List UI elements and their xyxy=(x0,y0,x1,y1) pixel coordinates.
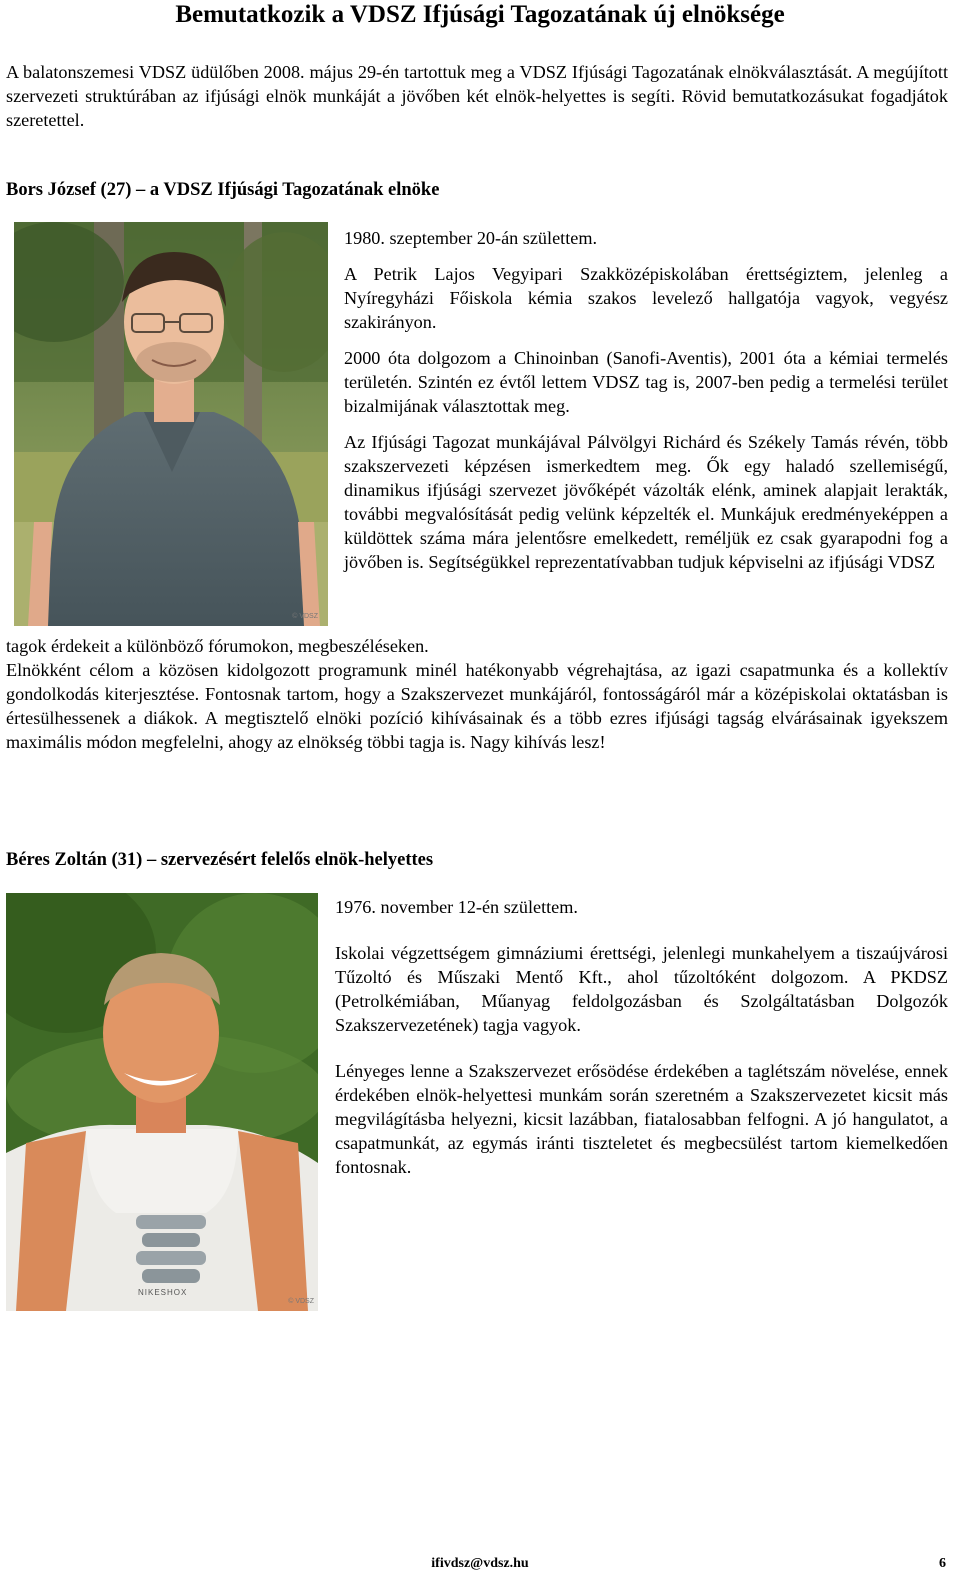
footer-email: ifivdsz@vdsz.hu xyxy=(431,1556,529,1571)
intro-paragraph: A balatonszemesi VDSZ üdülőben 2008. május 29-én tartottuk meg a VDSZ Ifjúsági Tagozatának elnökválasztását. A megújított szervezeti struktúrában az ifjúsági elnök munkáját a jövőben két elnök-helyettes is segíti. Rövid bemutatkozásukat fogadjátok szeretettel. xyxy=(6,62,948,130)
portrait-photo-beres xyxy=(6,893,318,1311)
beres-education: Iskolai végzettségem gimnáziumi érettségi, jelenlegi munkahelyem a tiszaújvárosi Tűzoltó és Műszaki Mentő Kft., ahol tűzoltóként dolgozom. A PKDSZ (Petrolkémiában, Műanyag feldolgozásban és Szolgáltatásban Dolgozók Szakszervezetének) tagja vagyok. xyxy=(335,943,948,1035)
shirt-logo-text: NIKESHOX xyxy=(138,1288,188,1297)
bors-youth-section-cont: tagok érdekeit a különböző fórumokon, megbeszéléseken. xyxy=(6,636,429,656)
bors-education: A Petrik Lajos Vegyipari Szakközépiskolában érettségiztem, jelenleg a Nyíregyházi Főiskola kémia szakos levelező hallgatója vagyok, vegyész szakirányon. xyxy=(344,264,948,332)
section1-heading: Bors József (27) – a VDSZ Ifjúsági Tagozatának elnöke xyxy=(6,180,440,200)
section2-text-column xyxy=(335,895,948,1179)
section2-heading: Béres Zoltán (31) – szervezésért felelős elnök-helyettes xyxy=(6,850,434,870)
section1-text-column xyxy=(344,226,948,574)
page-number: 6 xyxy=(939,1556,946,1571)
photo-credit: © VDSZ xyxy=(292,613,318,620)
bors-birth: 1980. szeptember 20-án születtem. xyxy=(344,228,598,248)
portrait-photo-bors xyxy=(14,222,328,626)
bors-goals: Elnökként célom a közösen kidolgozott programunk minél hatékonyabb végrehajtása, az igazi csapatmunka és a kollektív gondolkodás kiterjesztése. Fontosnak tartom, hogy a Szakszervezet munkájáról, fontosságáról már a középiskolai oktatásban is értesülhessenek a diákok. A megtisztelő elnöki pozíció kihívásainak és a több ezres ifjúsági tagság elvárásainak igyekszem maximális módon megfelelni, ahogy az elnökség többi tagja is. Nagy kihívás lesz! xyxy=(6,660,948,752)
beres-birth: 1976. november 12-én születtem. xyxy=(335,897,578,917)
bors-work: 2000 óta dolgozom a Chinoinban (Sanofi-Aventis), 2001 óta a kémiai termelés területén. Szintén ez évtől lettem VDSZ tag is, 2007-ben pedig a termelési terület bizalmijának választottak meg. xyxy=(344,348,948,416)
section1-full-width xyxy=(6,634,948,754)
photo-credit: © VDSZ xyxy=(288,1298,314,1305)
page-title: Bemutatkozik a VDSZ Ifjúsági Tagozatának új elnöksége xyxy=(175,1,785,28)
bors-youth-section: Az Ifjúsági Tagozat munkájával Pálvölgyi Richárd és Székely Tamás révén, több szakszervezeti képzésen ismerkedtem meg. Ők egy haladó szellemiségű, dinamikus ifjúsági szervezet jövőképét vázolták elénk, aminek alapjait lerakták, további megvalósítását pedig velünk képzelték el. Munkájuk eredményeképpen a küldöttek száma mára jelentősre emelkedett, reméljük ez csak gyarapodni fog a jövőben is. Segítségükkel reprezentatívabban tudjuk képviselni az ifjúsági VDSZ xyxy=(344,432,948,572)
beres-goals: Lényeges lenne a Szakszervezet erősödése érdekében a taglétszám növelése, ennek érdekében elnök-helyettesi munkám során szeretném a Szakszervezetet kicsit más megvilágításba helyezni, kicsit lazábban, fiatalosabban felfogni. A jó hangulatot, a csapatmunkát, az egymás iránti tiszteletet és megbecsülést tartom kiemelkedően fontosnak. xyxy=(335,1061,948,1177)
